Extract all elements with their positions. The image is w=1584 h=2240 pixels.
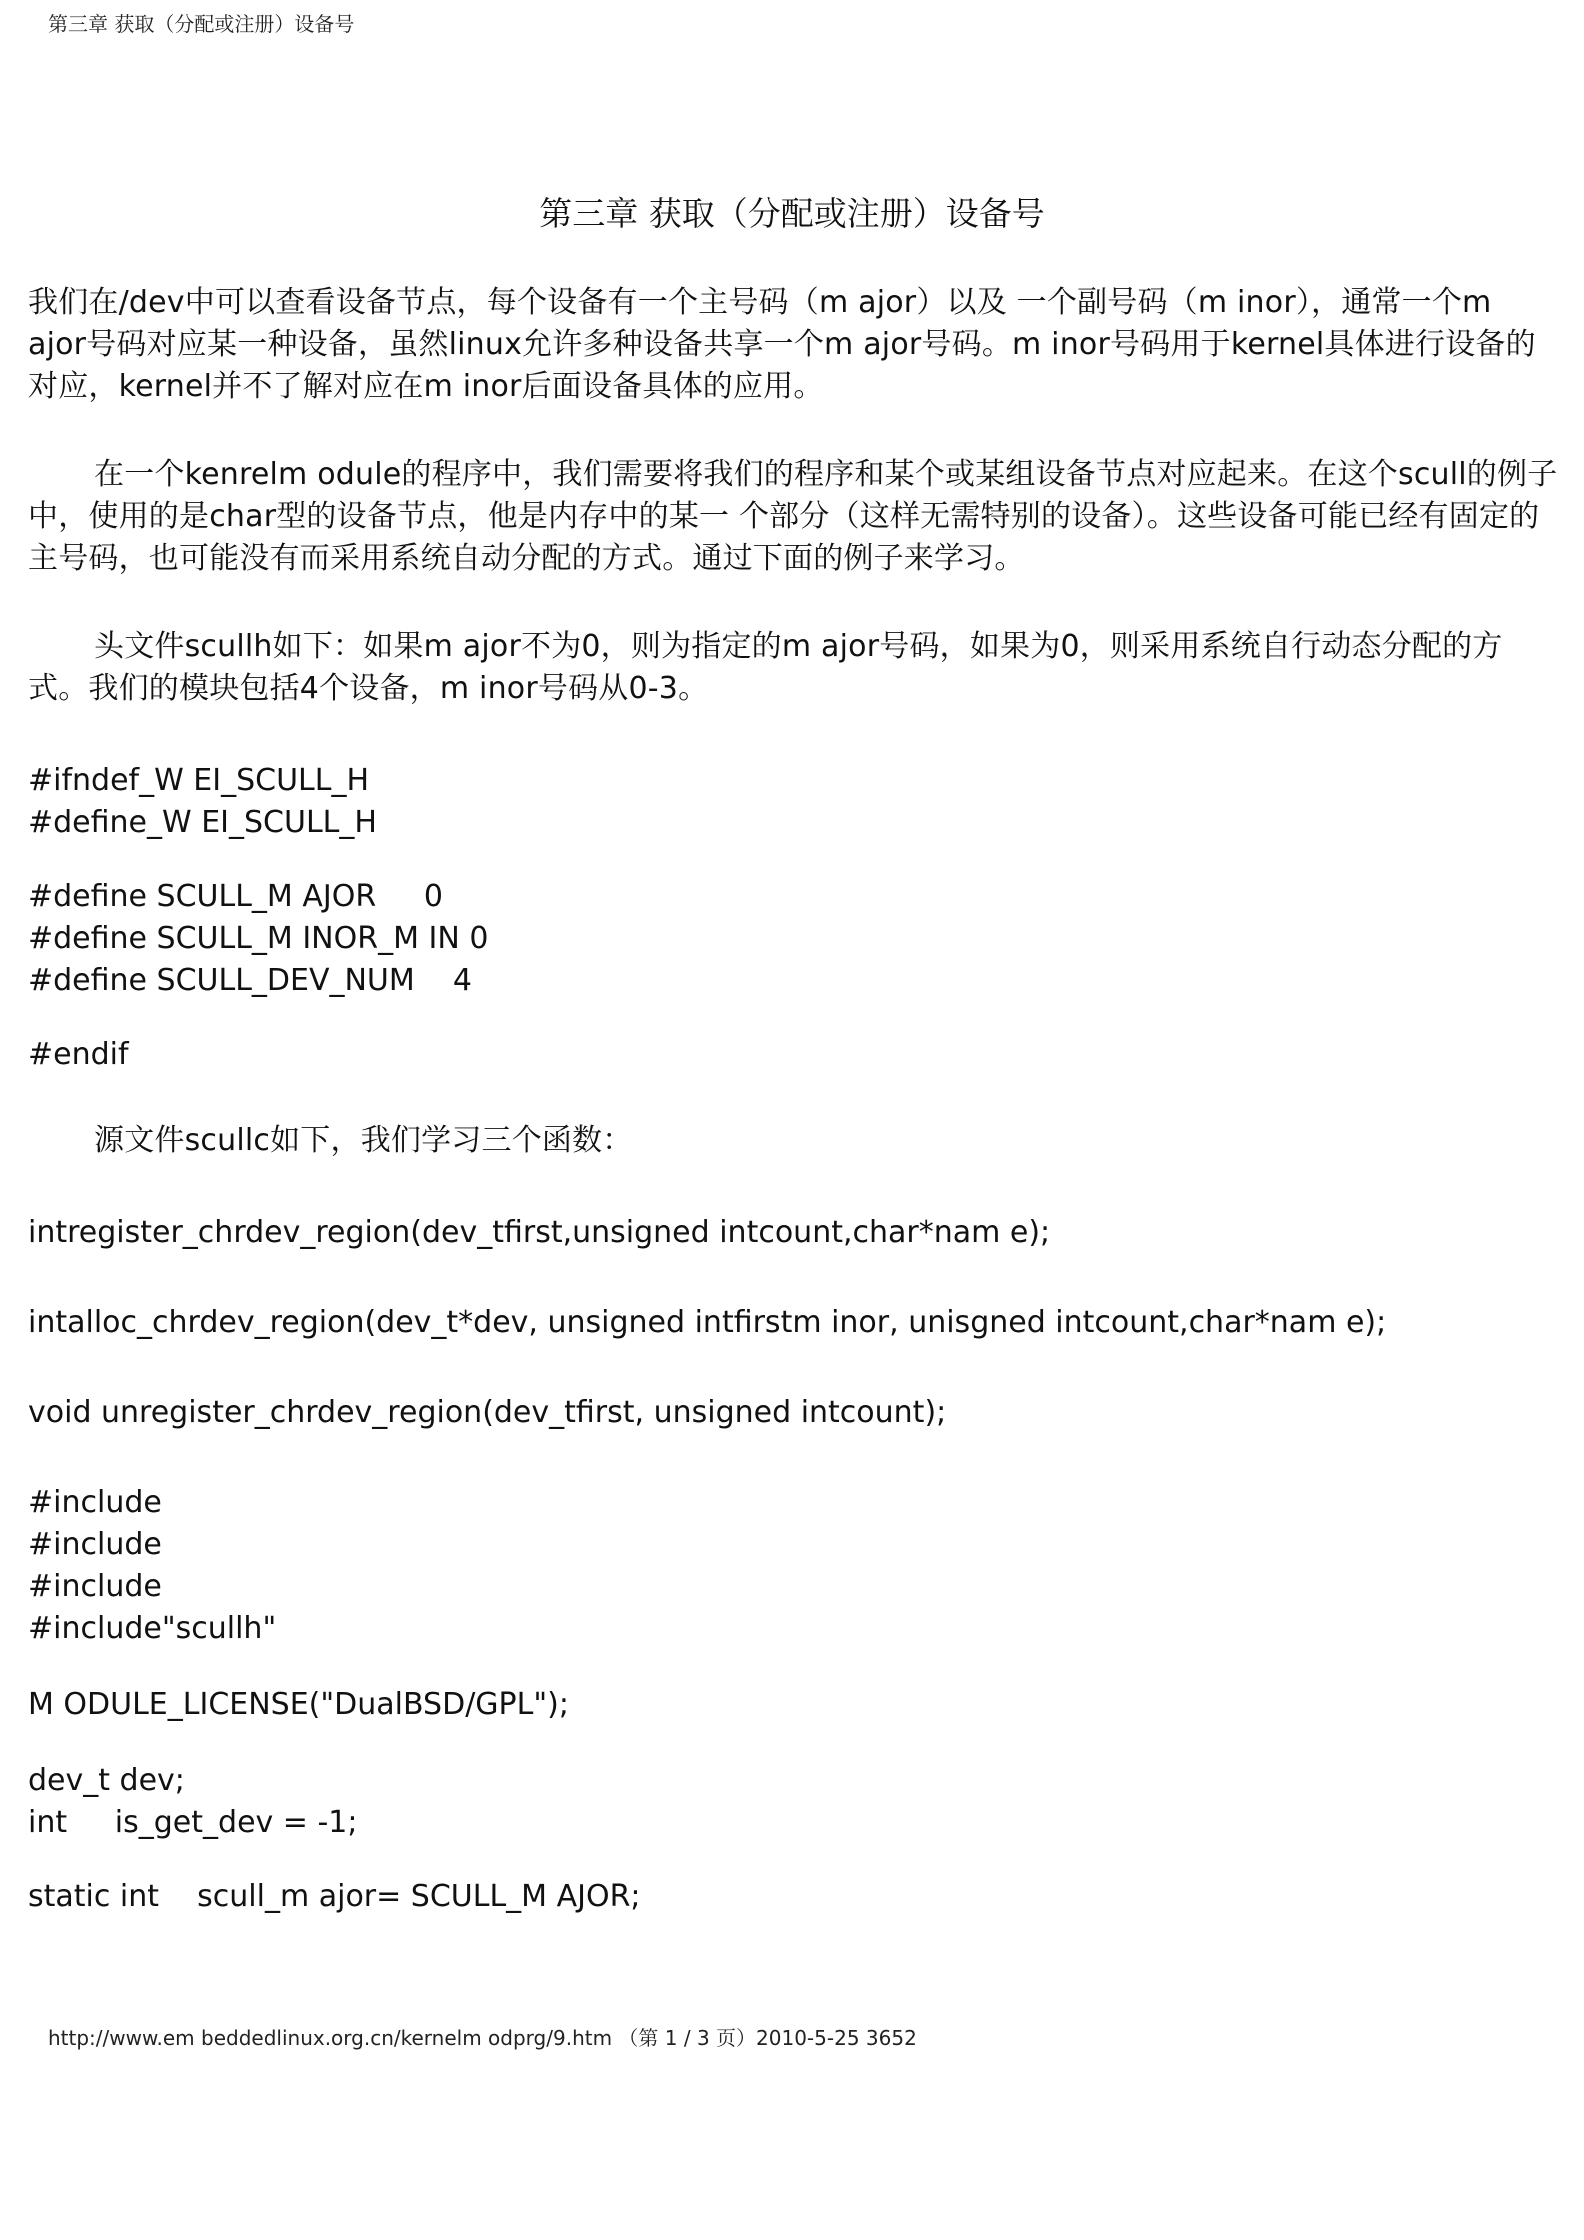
code-line: #ifndef_W EI_SCULL_H <box>28 763 370 798</box>
paragraph-header-file <box>28 626 1558 710</box>
code-line: #include <box>28 1485 162 1520</box>
code-line: #define_W EI_SCULL_H <box>28 805 377 840</box>
paragraph-text: 源文件scullc如下，我们学习三个函数： <box>94 1123 633 1158</box>
code-line: #define SCULL_M INOR_M IN 0 <box>28 921 489 956</box>
page-footer: http://www.em beddedlinux.org.cn/kernelm odprg/9.htm （第 1 / 3 页）2010-5-25 3652 <box>48 2026 917 2050</box>
code-line: int is_get_dev = -1; <box>28 1805 358 1840</box>
paragraph-text: 头文件scullh如下：如果m ajor不为0，则为指定的m ajor号码，如果为0，则采用系统自行动态分配的方式。我们的模块包括4个设备，m inor号码从0-3。 <box>28 629 1503 706</box>
paragraph-source-file <box>28 1120 1558 1162</box>
code-line: #define SCULL_DEV_NUM 4 <box>28 963 473 998</box>
code-line: #endif <box>28 1037 129 1072</box>
code-line: static int scull_m ajor= SCULL_M AJOR; <box>28 1879 641 1914</box>
code-line: void unregister_chrdev_region(dev_tfirst, unsigned intcount); <box>28 1395 947 1430</box>
code-line: M ODULE_LICENSE("DualBSD/GPL"); <box>28 1687 569 1722</box>
paragraph-intro <box>28 282 1558 408</box>
code-line: dev_t dev; <box>28 1763 185 1798</box>
paragraph-text: 我们在/dev中可以查看设备节点，每个设备有一个主号码（m ajor）以及 一个副号码（m inor），通常一个m ajor号码对应某一种设备，虽然linux允许多种设备共享一个m ajor号码。m inor号码用于kernel具体进行设备的对应，kernel并不了解对应在m inor后面设备具体的应用。 <box>28 285 1536 404</box>
running-header: 第三章 获取（分配或注册）设备号 <box>48 12 355 36</box>
paragraph-module <box>28 454 1558 580</box>
paragraph-text: 在一个kenrelm odule的程序中，我们需要将我们的程序和某个或某组设备节点对应起来。在这个scull的例子中，使用的是char型的设备节点，他是内存中的某一 个部分（这样无需特别的设备）。这些设备可能已经有固定的主号码，也可能没有而采用系统自动分配的方式。通过下面的例子来学习。 <box>28 457 1558 576</box>
code-line: #define SCULL_M AJOR 0 <box>28 879 443 914</box>
code-line: #include"scullh" <box>28 1611 277 1646</box>
code-line: #include <box>28 1569 162 1604</box>
code-line: intalloc_chrdev_region(dev_t*dev, unsigned intfirstm inor, unisgned intcount,char*nam e); <box>28 1305 1387 1340</box>
document-title: 第三章 获取（分配或注册）设备号 <box>539 194 1045 233</box>
code-line: intregister_chrdev_region(dev_tfirst,unsigned intcount,char*nam e); <box>28 1215 1051 1250</box>
code-line: #include <box>28 1527 162 1562</box>
